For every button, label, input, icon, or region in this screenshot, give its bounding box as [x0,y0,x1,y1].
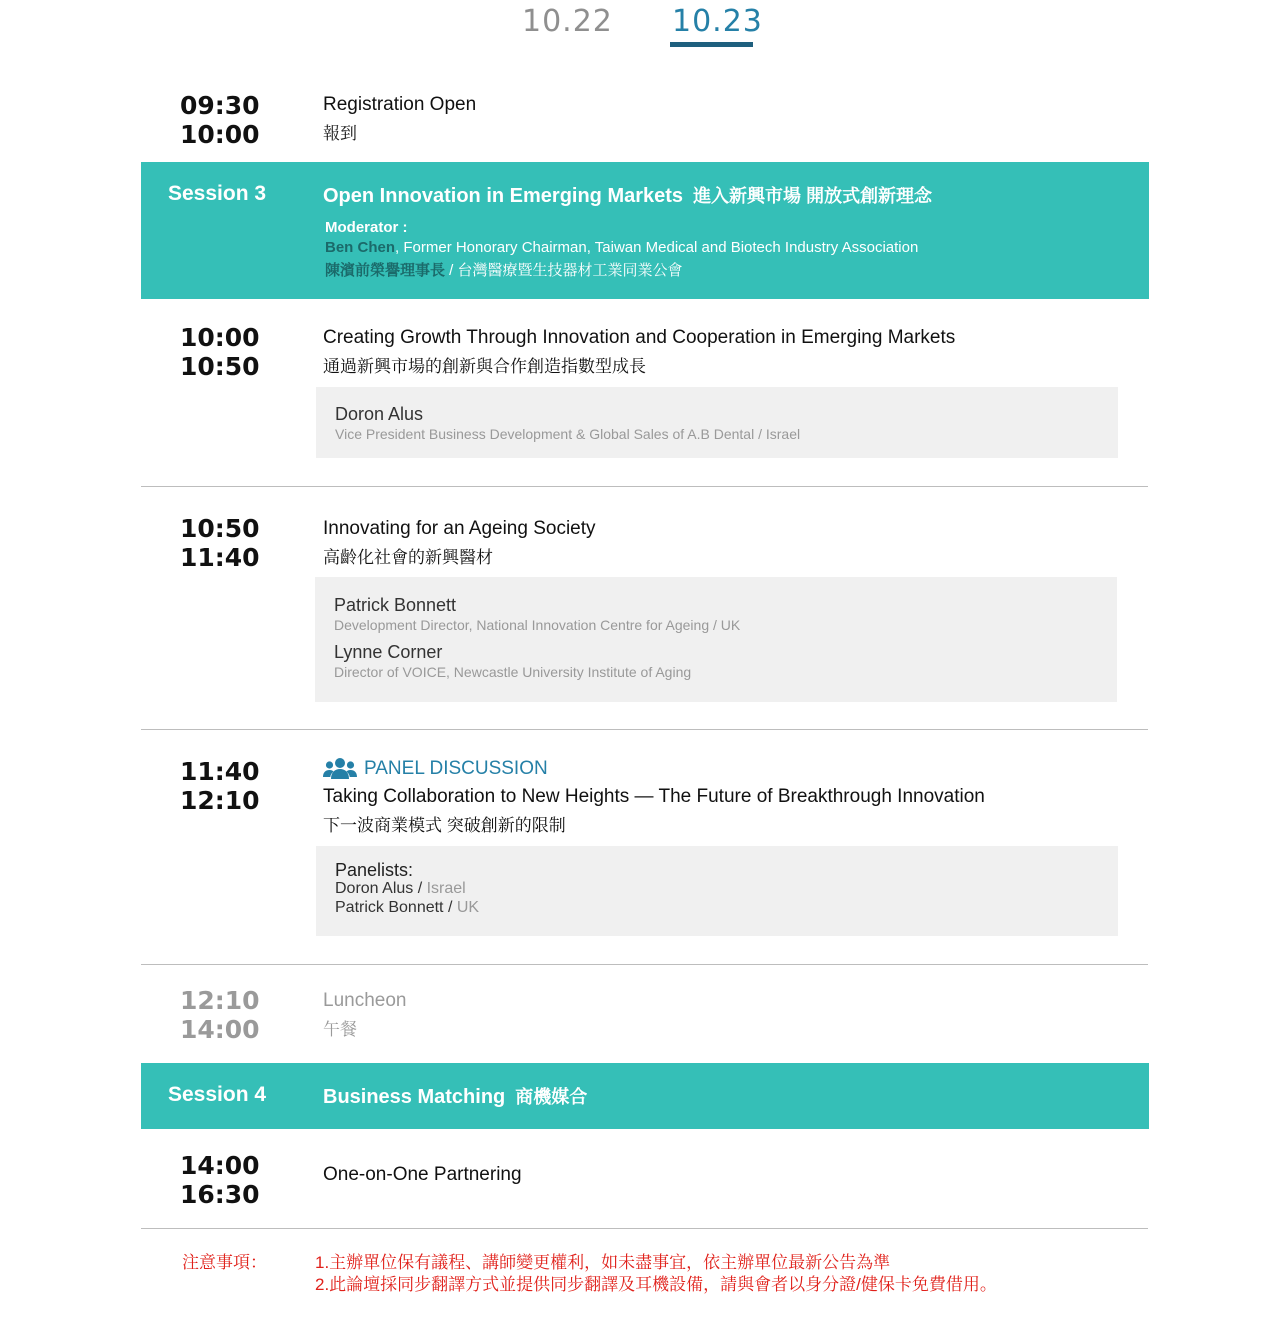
session-3-banner [141,162,1149,299]
notes-label: 注意事項： [182,1253,267,1272]
panelists-box [316,846,1118,936]
session-title [323,1083,587,1109]
panelist-country: Israel [426,880,466,897]
lunch-title-en: Luncheon [323,990,407,1011]
partnering-title-en: One-on-One Partnering [323,1164,522,1185]
end-time: 16:30 [180,1180,260,1209]
moderator-line-zh [325,259,683,280]
tab-1023[interactable]: 10.23 [672,4,763,39]
talk2-title-en: Innovating for an Ageing Society [323,518,596,539]
talk2-time [180,514,260,572]
speaker-title: Development Director, National Innovation Centre for Ageing / UK [334,617,741,633]
start-time: 12:10 [180,986,260,1015]
end-time: 12:10 [180,786,260,815]
end-time: 10:00 [180,120,260,149]
moderator-label: Moderator : [325,219,408,236]
session-title [323,182,932,208]
panelist-country: UK [456,899,480,916]
lunch-title-zh: 午餐 [323,1020,357,1039]
lunch-time [180,986,260,1044]
session-label: Session 4 [168,1083,267,1106]
panelist-name: Patrick Bonnett [335,899,444,916]
talk1-title-en: Creating Growth Through Innovation and Cooperation in Emerging Markets [323,327,956,348]
panel-label: PANEL DISCUSSION [364,758,548,779]
speaker-title: Vice President Business Development & Global Sales of A.B Dental / Israel [335,426,801,442]
session-title-en: Open Innovation in Emerging Markets [323,185,684,207]
talk2-title-zh: 高齡化社會的新興醫材 [323,548,493,567]
session-4-banner [141,1063,1149,1129]
talk1-time [180,323,260,381]
session-title-zh: 商機媒合 [515,1087,588,1107]
active-tab-underline [670,42,753,47]
panel-time [180,757,260,815]
registration-title-en: Registration Open [323,94,477,115]
start-time: 11:40 [180,757,260,786]
panelist-name: Doron Alus [335,880,414,897]
speaker-name: Doron Alus [335,404,424,424]
session-label: Session 3 [168,182,267,205]
moderator-role-zh: / 台灣醫療暨生技器材工業同業公會 [445,262,683,279]
panelist-sep: / [443,899,457,916]
start-time: 10:50 [180,514,260,543]
partnering-time [180,1151,260,1209]
moderator-name-en: Ben Chen [325,239,396,256]
end-time: 14:00 [180,1015,260,1044]
panelist [335,899,479,917]
group-icon [323,757,357,781]
start-time: 09:30 [180,91,260,120]
end-time: 11:40 [180,543,260,572]
date-tabs [0,0,1280,50]
divider [141,729,1148,730]
divider [141,486,1148,487]
registration-time [180,91,260,149]
panel-title-zh: 下一波商業模式 突破創新的限制 [323,816,566,835]
panelist [335,880,466,898]
registration-title-zh: 報到 [323,124,357,143]
moderator-line-en [325,239,918,256]
speaker-title: Director of VOICE, Newcastle University Institute of Aging [334,664,692,680]
start-time: 10:00 [180,323,260,352]
session-title-en: Business Matching [323,1086,506,1108]
note-item: 2.此論壇採同步翻譯方式並提供同步翻譯及耳機設備，請與會者以身分證/健保卡免費借用。 [315,1275,997,1294]
talk1-speaker-box [316,387,1118,458]
panelist-sep: / [413,880,427,897]
start-time: 14:00 [180,1151,260,1180]
panelists-label: Panelists: [335,860,414,880]
session-title-zh: 進入新興市場 開放式創新理念 [693,186,933,206]
note-item: 1.主辦單位保有議程、講師變更權利，如未盡事宜，依主辦單位最新公告為準 [315,1253,891,1272]
panel-title-en: Taking Collaboration to New Heights — The Future of Breakthrough Innovation [323,786,985,807]
moderator-name-zh: 陳濱前榮譽理事長 [325,262,446,279]
speaker-name: Lynne Corner [334,642,443,662]
divider [141,964,1148,965]
speaker-name: Patrick Bonnett [334,595,457,615]
end-time: 10:50 [180,352,260,381]
tab-1022[interactable]: 10.22 [522,4,613,39]
divider [141,1228,1148,1229]
talk2-speaker-box [315,577,1117,702]
talk1-title-zh: 通過新興市場的創新與合作創造指數型成長 [323,357,646,376]
moderator-role-en: , Former Honorary Chairman, Taiwan Medical and Biotech Industry Association [395,239,919,256]
